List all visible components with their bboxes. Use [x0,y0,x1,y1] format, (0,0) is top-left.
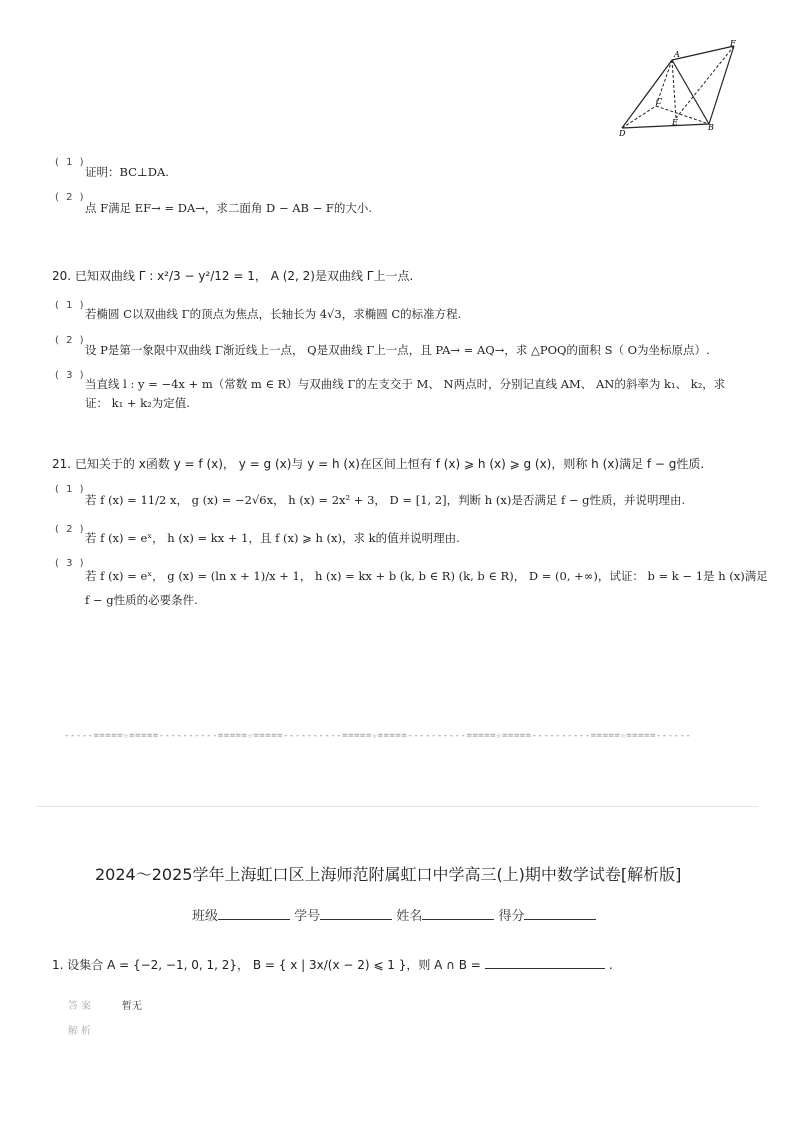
q21-stem: 21. 已知关于的 x函数 y = f (x)， y = g (x)与 y = h (x)在区间上恒有 f (x) ⩾ h (x) ⩾ g (x)，则称 h (x)满足 f − g性质. [52,457,705,471]
q1-stem-end: . [608,958,613,972]
field-id-blank[interactable] [320,907,392,920]
geometry-figure [612,38,747,138]
q21-part3-num: ( 3 ) [55,558,86,569]
section-divider: -----=====☆=====----------=====☆=====----------=====☆=====----------=====☆=====----------=====☆=====------ [64,731,692,741]
q1-stem [52,956,613,973]
edge-AE [672,60,676,118]
field-score-label: 得分 [498,909,525,924]
edge-AB [672,60,709,124]
student-info-fields [192,905,596,924]
field-id-label: 学号 [294,909,321,924]
edge-FB [709,46,734,124]
q19-part1-num: ( 1 ) [55,157,86,168]
q1-answer-value: 暂无 [122,1001,142,1012]
q21-part1-text: 若 f (x) = 11/2 x， g (x) = −2√6x， h (x) = 2x² + 3， D = [1, 2]，判断 h (x)是否满足 f − g性质，并说明理由. [85,493,686,507]
q20-part1-text: 若椭圆 C以双曲线 Γ的顶点为焦点，长轴长为 4√3，求椭圆 C的标准方程. [85,307,462,321]
edge-DC [622,106,656,128]
q21-part1-num: ( 1 ) [55,484,86,495]
q20-part3-text-cont: 证： k₁ + k₂为定值. [85,396,190,410]
field-score-blank[interactable] [524,907,596,920]
edge-DA [622,60,672,128]
label-D: D [619,129,626,138]
q21-part3-text-cont: f − g性质的必要条件. [85,593,198,607]
field-class-label: 班级 [192,909,219,924]
edge-DB [622,124,709,128]
q21-part3-text: 若 f (x) = eˣ， g (x) = (ln x + 1)/x + 1， h (x) = kx + b (k, b ∈ R) (k, b ∈ R)， D = (0, +∞)，试证： b = k − 1是 h (x)满足 [85,569,768,583]
field-name-blank[interactable] [422,907,494,920]
label-A: A [674,50,680,59]
q19-part2-num: ( 2 ) [55,192,86,203]
q21-part2-text: 若 f (x) = eˣ， h (x) = kx + 1，且 f (x) ⩾ h (x)，求 k的值并说明理由. [85,531,460,545]
q19-part2-text: 点 F满足 EF→ = DA→，求二面角 D − AB − F的大小. [85,201,373,215]
q1-answer-label: 答案 [68,1001,94,1012]
field-name-label: 姓名 [396,909,423,924]
q1-stem-text: 1. 设集合 A = {−2, −1, 0, 1, 2}， B = { x | 3x/(x − 2) ⩽ 1 }，则 A ∩ B = [52,958,481,972]
q20-part1-num: ( 1 ) [55,300,86,311]
edge-CB [656,106,709,124]
q1-answer-blank[interactable] [485,956,605,969]
q21-part2-num: ( 2 ) [55,524,86,535]
exam-title: 2024～2025学年上海虹口区上海师范附属虹口中学高三(上)期中数学试卷[解析版] [95,865,682,884]
q19-part1-text: 证明：BC⊥DA. [85,165,169,179]
label-B: B [708,123,714,132]
label-C: C [656,97,663,106]
q20-stem: 20. 已知双曲线 Γ : x²/3 − y²/12 = 1， A (2, 2)是双曲线 Γ上一点. [52,269,414,283]
q1-analysis-label: 解析 [68,1026,94,1037]
q20-part3-num: ( 3 ) [55,370,86,381]
page-break-line [36,806,758,807]
q20-part3-text: 当直线 l : y = −4x + m（常数 m ∈ R）与双曲线 Γ的左支交于 M、 N两点时，分别记直线 AM、 AN的斜率为 k₁、 k₂，求 [85,377,726,391]
q20-part2-text: 设 P是第一象限中双曲线 Γ渐近线上一点， Q是双曲线 Γ上一点，且 PA→ = AQ→，求 △POQ的面积 S（ O为坐标原点）. [85,343,710,357]
q20-part2-num: ( 2 ) [55,335,86,346]
field-class-blank[interactable] [218,907,290,920]
label-E: E [672,118,678,127]
label-F: F [730,39,736,48]
